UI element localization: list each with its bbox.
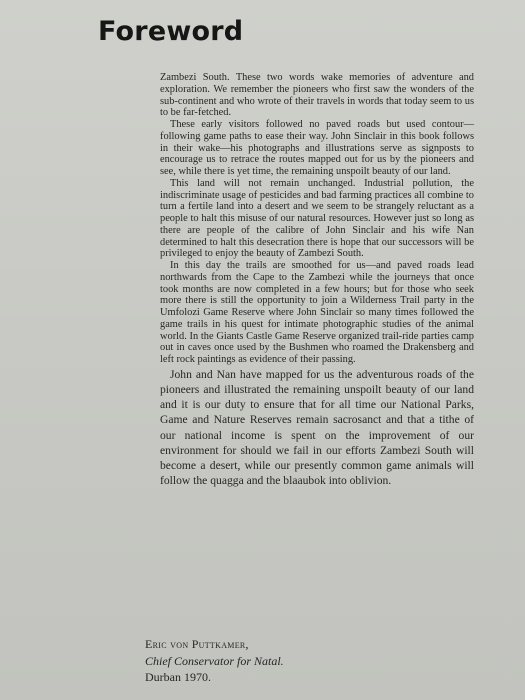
- foreword-body: [160, 72, 474, 488]
- paragraph-5: John and Nan have mapped for us the adventurous roads of the pioneers and illustrated the remaining unspoilt beauty of our land and it is our duty to ensure that for all time our National Parks, Game and Nature Reserves remain sacrosanct and that a tithe of our national income is spent on the improvement of our environment for should we fail in our efforts Zambezi South will become a desert, while our presently common game animals will follow the quagga and the blaaubok into oblivion.: [160, 367, 474, 488]
- paragraph-2: These early visitors followed no paved roads but used contour—following game paths to ease their way. John Sinclair in this book follows in their wake—his photographs and illustrations serve as signposts to encourage us to retrace the routes mapped out for us by the pioneers and see, while there is yet time, the remaining unspoilt beauty of our land.: [160, 119, 474, 177]
- signature-block: [145, 636, 284, 686]
- paragraph-4: In this day the trails are smoothed for us—and paved roads lead northwards from the Cape to the Zambezi while the journeys that once took months are now completed in a few hours; but for those who seek more there is still the opportunity to join a Wilderness Trail party in the Umfolozi Game Reserve where John Sinclair so many times followed the game trails in his quest for intimate photographic studies of the animal world. In the Giants Castle Game Reserve organized trail-ride parties camp out in caves once used by the Bushmen who roamed the Drakensberg and left rock paintings as evidence of their passing.: [160, 260, 474, 365]
- author-title: Chief Conservator for Natal.: [145, 653, 284, 668]
- author-name: Eric von Puttkamer,: [145, 637, 249, 651]
- place-date: Durban 1970.: [145, 670, 211, 684]
- paragraph-1: Zambezi South. These two words wake memories of adventure and exploration. We remember the pioneers who first saw the wonders of the sub-continent and who wrote of their travels in words that today seem to us to be far-fetched.: [160, 72, 474, 119]
- page-title: Foreword: [98, 16, 244, 47]
- paragraph-3: This land will not remain unchanged. Industrial pollution, the indiscriminate usage of pesticides and bad farming practices all combine to turn a fertile land into a desert and we seem to be strangely reluctant as a people to halt this misuse of our natural resources. However just so long as there are people of the calibre of John Sinclair and his wife Nan determined to halt this desecration there is hope that our successors will be privileged to enjoy the beauty of Zambezi South.: [160, 177, 474, 260]
